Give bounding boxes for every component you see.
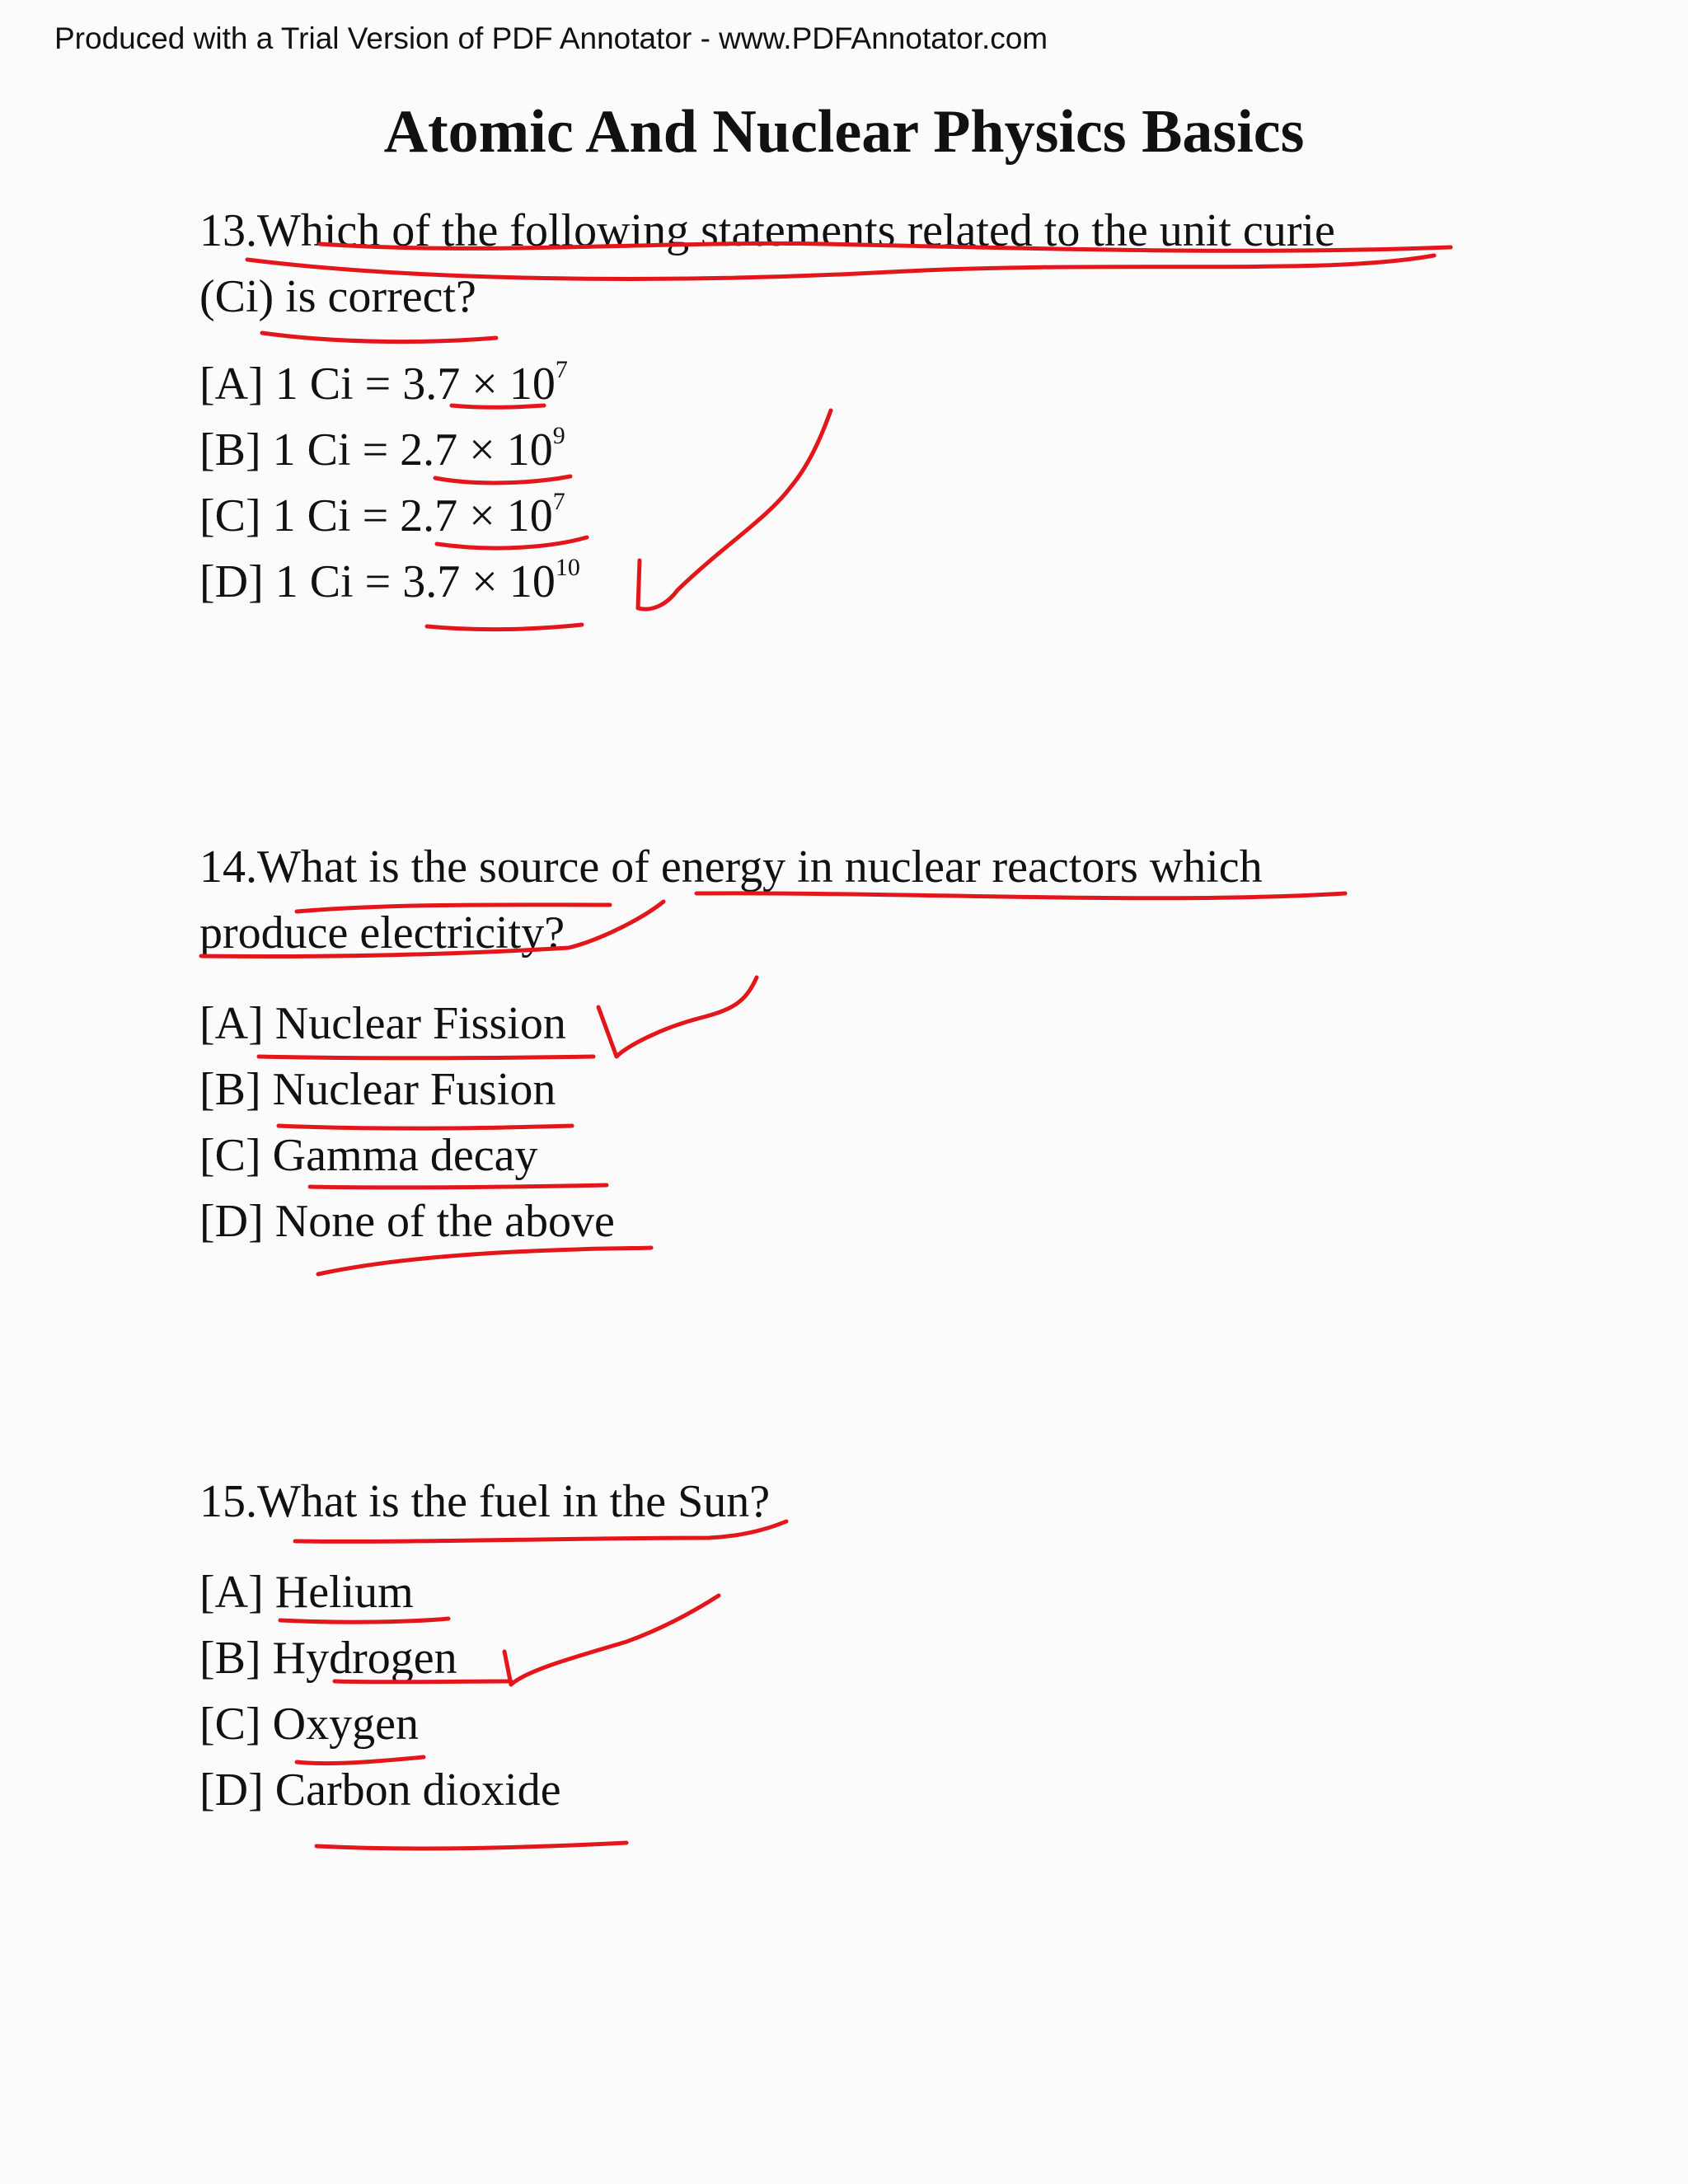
question-13-option-a[interactable]	[199, 351, 580, 417]
option-text: 1 Ci = 3.7 × 10	[274, 359, 556, 410]
question-13	[199, 198, 1452, 330]
option-label: [D]	[199, 1196, 264, 1247]
option-text: Nuclear Fusion	[272, 1064, 556, 1115]
question-14-line-1	[199, 834, 1452, 900]
question-13-line-1	[199, 198, 1452, 264]
option-exponent: 7	[555, 356, 568, 383]
option-text: Gamma decay	[272, 1130, 538, 1181]
question-15-option-c[interactable]	[199, 1691, 561, 1757]
option-label: [C]	[199, 1130, 261, 1181]
question-13-option-d[interactable]	[199, 549, 580, 615]
ink-underline	[316, 1843, 626, 1849]
question-13-text-line-1: Which of the following statements related to the unit curie	[257, 205, 1335, 256]
ink-underline	[262, 333, 496, 342]
option-text: Nuclear Fission	[274, 998, 566, 1049]
option-text: 1 Ci = 2.7 × 10	[272, 490, 553, 541]
question-14-options	[199, 991, 615, 1254]
trial-version-banner: Produced with a Trial Version of PDF Annotator - www.PDFAnnotator.com	[54, 21, 1048, 55]
option-label: [B]	[199, 1064, 261, 1115]
option-text: 1 Ci = 3.7 × 10	[274, 556, 556, 607]
question-15-line-1	[199, 1469, 1452, 1535]
option-label: [A]	[199, 998, 264, 1049]
option-text: Carbon dioxide	[274, 1765, 561, 1816]
option-label: [B]	[199, 424, 261, 476]
question-15-options	[199, 1559, 561, 1823]
question-14-number: 14.	[199, 841, 257, 893]
page-title: Atomic And Nuclear Physics Basics	[383, 98, 1305, 166]
option-text: Helium	[274, 1567, 414, 1618]
question-15-option-a[interactable]	[199, 1559, 561, 1625]
option-exponent: 9	[552, 422, 565, 449]
option-label: [C]	[199, 490, 261, 541]
option-text: None of the above	[274, 1196, 615, 1247]
option-exponent: 10	[555, 554, 580, 581]
question-15	[199, 1469, 1452, 1535]
option-text: Oxygen	[272, 1699, 419, 1750]
checkmark-icon	[638, 410, 831, 609]
question-15-number: 15.	[199, 1476, 257, 1527]
option-label: [B]	[199, 1633, 261, 1684]
option-label: [D]	[199, 1765, 264, 1816]
question-15-option-d[interactable]	[199, 1757, 561, 1823]
question-15-text-line-1: What is the fuel in the Sun?	[257, 1476, 771, 1527]
question-14-option-d[interactable]	[199, 1188, 615, 1254]
question-14-option-a[interactable]	[199, 991, 615, 1057]
question-13-option-b[interactable]	[199, 417, 580, 483]
question-13-option-c[interactable]	[199, 483, 580, 549]
option-text: 1 Ci = 2.7 × 10	[272, 424, 553, 476]
question-14-option-b[interactable]	[199, 1057, 615, 1122]
checkmark-icon	[598, 977, 757, 1057]
question-14-text-line-1: What is the source of energy in nuclear reactors which	[257, 841, 1263, 893]
question-15-option-b[interactable]	[199, 1625, 561, 1691]
question-14-option-c[interactable]	[199, 1122, 615, 1188]
question-13-text-line-2: (Ci) is correct?	[199, 271, 476, 322]
option-label: [A]	[199, 1567, 264, 1618]
question-13-number: 13.	[199, 205, 257, 256]
option-exponent: 7	[552, 488, 565, 515]
question-14-text-line-2: produce electricity?	[199, 907, 565, 958]
option-label: [D]	[199, 556, 264, 607]
option-label: [A]	[199, 359, 264, 410]
option-text: Hydrogen	[272, 1633, 457, 1684]
question-14	[199, 834, 1452, 966]
option-label: [C]	[199, 1699, 261, 1750]
question-13-options	[199, 351, 580, 615]
ink-underline	[427, 625, 582, 630]
